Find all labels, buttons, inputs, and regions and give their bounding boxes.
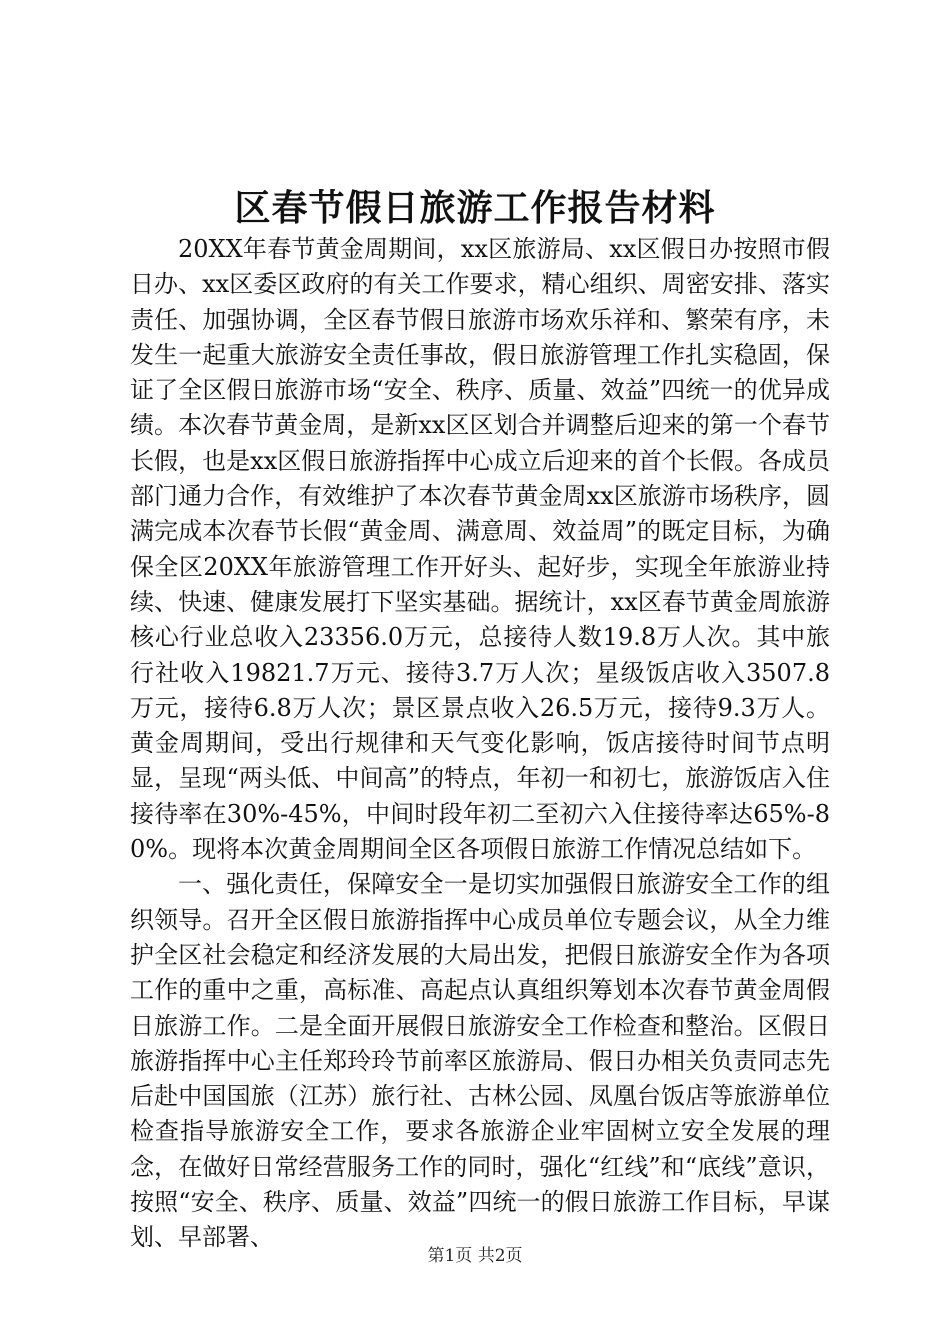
document-title: 区春节假日旅游工作报告材料 bbox=[234, 187, 716, 229]
paragraph-section-one: 一、强化责任，保障安全一是切实加强假日旅游安全工作的组织领导。召开全区假日旅游指挥中心成员单位专题会议，从全力维护全区社会稳定和经济发展的大局出发，把假日旅游安全作为各项工作的重中之重，高标准、高起点认真组织筹划本次春节黄金周假日旅游工作。二是全面开展假日旅游安全工作检查和整治。区假日旅游指挥中心主任郑玲玲节前率区旅游局、假日办相关负责同志先后赴中国国旅（江苏）旅行社、古林公园、凤凰台饭店等旅游单位检查指导旅游安全工作，要求各旅游企业牢固树立安全发展的理念，在做好日常经营服务工作的同时，强化“红线”和“底线”意识，按照“安全、秩序、质量、效益”四统一的假日旅游工作目标，早谋划、早部署、 bbox=[130, 870, 830, 1252]
document-body bbox=[130, 232, 830, 1256]
page-number-footer: 第1页 共2页 bbox=[427, 1246, 523, 1266]
paragraph-intro: 20XX年春节黄金周期间，xx区旅游局、xx区假日办按照市假日办、xx区委区政府的有关工作要求，精心组织、周密安排、落实责任、加强协调，全区春节假日旅游市场欢乐祥和、繁荣有序，未发生一起重大旅游安全责任事故，假日旅游管理工作扎实稳固，保证了全区假日旅游市场“安全、秩序、质量、效益”四统一的优异成绩。本次春节黄金周，是新xx区区划合并调整后迎来的第一个春节长假，也是xx区假日旅游指挥中心成立后迎来的首个长假。各成员部门通力合作，有效维护了本次春节黄金周xx区旅游市场秩序，圆满完成本次春节长假“黄金周、满意周、效益周”的既定目标，为确保全区20XX年旅游管理工作开好头、起好步，实现全年旅游业持续、快速、健康发展打下坚实基础。据统计，xx区春节黄金周旅游核心行业总收入23356.0万元，总接待人数19.8万人次。其中旅行社收入19821.7万元、接待3.7万人次；星级饭店收入3507.8万元，接待6.8万人次；景区景点收入26.5万元，接待9.3万人。黄金周期间，受出行规律和天气变化影响，饭店接待时间节点明显，呈现“两头低、中间高”的特点，年初一和初七，旅游饭店入住接待率在30%-45%，中间时段年初二至初六入住接待率达65%-80%。现将本次黄金周期间全区各项假日旅游工作情况总结如下。 bbox=[130, 235, 830, 864]
